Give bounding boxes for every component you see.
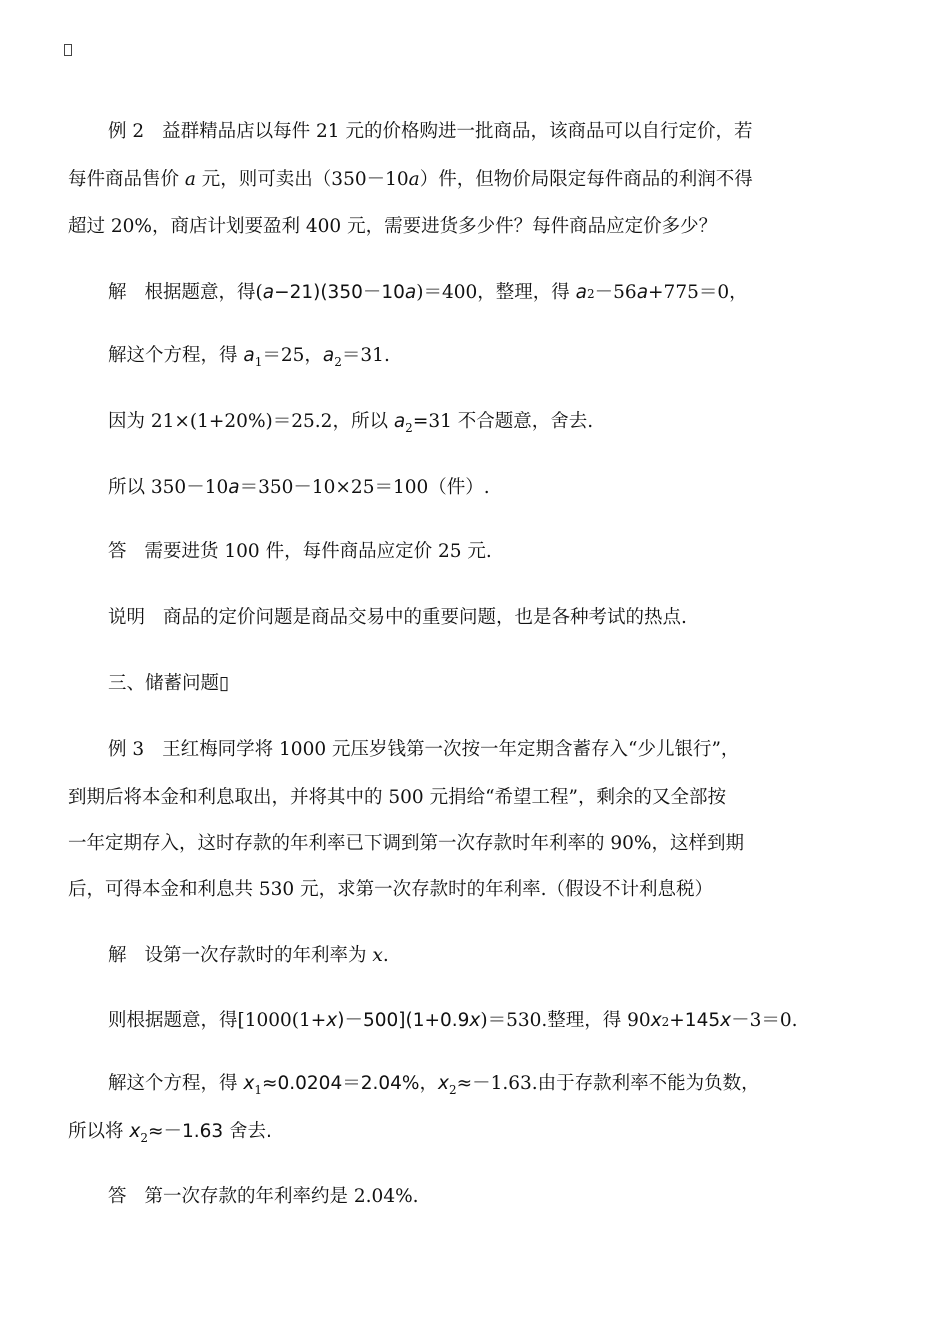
example-3-line-4: 后，可得本金和利息共 530 元，求第一次存款时的年利率.（假设不计利息税）	[68, 879, 713, 900]
example-3-line-3: 一年定期存入，这时存款的年利率已下调到第一次存款时年利率的 90%，这样到期	[68, 833, 745, 854]
solution-2-line-3: 因为 21×(1+20%)＝25.2，所以 $a_2=31$ 不合题意，舍去.	[108, 411, 594, 435]
solution-3-line-2: 则根据题意，得[1000(1+x)－500](1+0.9x)＝530.整理，得 90x2+145x－3＝0.	[108, 1010, 798, 1031]
note-2: 说明 商品的定价问题是商品交易中的重要问题，也是各种考试的热点.	[108, 607, 687, 628]
note-label: 说明	[108, 607, 146, 628]
answer-3: 答 第一次存款的年利率约是 2.04%.	[108, 1186, 419, 1207]
answer-label: 答	[108, 541, 127, 562]
solution-3-line-4: 所以将 $x_2\approx-1.63$ 舍去.	[68, 1121, 272, 1145]
example-2-line-1: 例 2 益群精品店以每件 21 元的价格购进一批商品，该商品可以自行定价，若	[108, 121, 753, 142]
example-3-line-1: 例 3 王红梅同学将 1000 元压岁钱第一次按一年定期含蓄存入“少儿银行”，	[108, 739, 740, 760]
section-heading-savings: 三、储蓄问题▯	[108, 673, 230, 694]
solution-2-line-4: 所以 350－10a＝350－10×25＝100（件）.	[108, 477, 490, 498]
solution-3-line-3: 解这个方程，得 $x_1\approx 0.0204=2.04\%$，$x_2\approx-1.63$.由于存款利率不能为负数，	[108, 1073, 760, 1097]
answer-label: 答	[108, 1186, 127, 1207]
example-2-line-2: 每件商品售价 a 元，则可卖出（350－10a）件，但物价局限定每件商品的利润不得	[68, 169, 753, 190]
solution-3-line-1: 解 设第一次存款时的年利率为 x.	[108, 945, 389, 966]
solution-2-line-1: 解 根据题意，得(a−21)(350－10a)＝400，整理，得 a2－56a+775＝0，	[108, 282, 748, 303]
solution-label: 解	[108, 282, 127, 303]
solution-label: 解	[108, 945, 127, 966]
placeholder-glyph-icon	[64, 44, 72, 56]
example-2-label: 例 2	[108, 121, 145, 142]
example-2-line-3: 超过 20%，商店计划要盈利 400 元，需要进货多少件？每件商品应定价多少？	[68, 216, 718, 237]
example-3-label: 例 3	[108, 739, 145, 760]
answer-2: 答 需要进货 100 件，每件商品应定价 25 元.	[108, 541, 492, 562]
solution-2-line-2: 解这个方程，得 $a_1=25$，$a_2=31$.	[108, 345, 390, 369]
example-3-line-2: 到期后将本金和利息取出，并将其中的 500 元捐给“希望工程”，剩余的又全部按	[68, 787, 726, 808]
